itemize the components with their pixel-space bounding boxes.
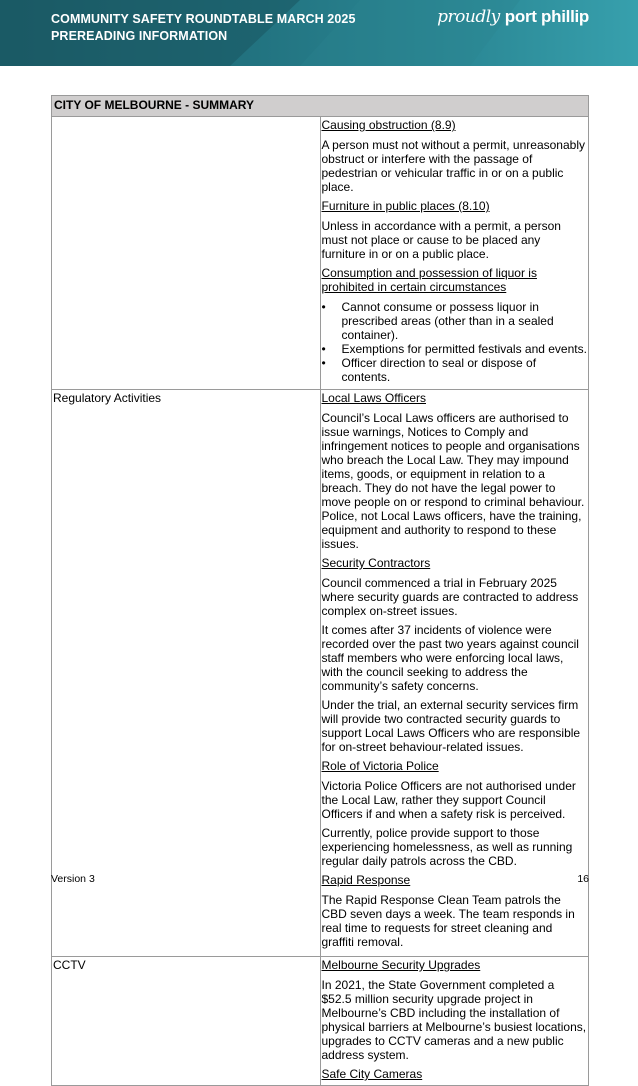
list-item-text: Cannot consume or possess liquor in prescribed areas (other than in a sealed container). bbox=[341, 300, 554, 342]
row-content bbox=[320, 117, 589, 390]
paragraph: The Rapid Response Clean Team patrols the CBD seven days a week. The team responds in real time to requests for street cleaning and graffiti removal. bbox=[321, 893, 575, 949]
paragraph: In 2021, the State Government completed a $52.5 million security upgrade project in Melbourne’s CBD including the installation of physical barriers at Melbourne’s busiest locations, upgrades to CCTV cameras and a new public address system. bbox=[321, 978, 587, 1062]
paragraph: Victoria Police Officers are not authorised under the Local Law, rather they support Council Officers if and when a safety risk is perceived. bbox=[321, 779, 576, 821]
bullet-list bbox=[322, 300, 588, 384]
bullet-icon: • bbox=[321, 356, 326, 370]
document-title bbox=[51, 11, 356, 45]
row-label: Regulatory Activities bbox=[52, 390, 321, 957]
row-label: CCTV bbox=[52, 957, 321, 1086]
bullet-icon: • bbox=[321, 300, 326, 314]
title-line-1: COMMUNITY SAFETY ROUNDTABLE MARCH 2025 bbox=[51, 12, 356, 26]
table-header-row bbox=[52, 96, 589, 117]
bullet-icon: • bbox=[321, 342, 326, 356]
summary-table bbox=[51, 95, 589, 1086]
list-item bbox=[322, 356, 588, 384]
section-heading: Furniture in public places (8.10) bbox=[321, 199, 490, 213]
table-row bbox=[52, 957, 589, 1086]
port-phillip-logo bbox=[437, 7, 589, 27]
paragraph: Under the trial, an external security services firm will provide two contracted security guards to support Local Laws Officers who are responsible for on-street behaviour-related issues. bbox=[321, 698, 581, 754]
section-heading: Security Contractors bbox=[321, 556, 431, 570]
paragraph: Council’s Local Laws officers are authorised to issue warnings, Notices to Comply and infringement notices to people and organisations who breach the Local Law. They may impound items, goods, or equipment in relation to a breach. They do not have the legal power to move people on or respond to criminal behaviour. Police, not Local Laws officers, have the training, equipment and authority to respond to these issues. bbox=[321, 411, 585, 551]
paragraph: Council commenced a trial in February 2025 where security guards are contracted to address complex on-street issues. bbox=[321, 576, 579, 618]
section-heading: Consumption and possession of liquor is prohibited in certain circumstances bbox=[321, 266, 537, 294]
paragraph: Currently, police provide support to those experiencing homelessness, as well as running regular daily patrols across the CBD. bbox=[321, 826, 573, 868]
section-heading: Melbourne Security Upgrades bbox=[321, 958, 481, 972]
list-item-text: Exemptions for permitted festivals and events. bbox=[341, 342, 587, 356]
header-banner bbox=[0, 0, 638, 66]
row-label bbox=[52, 117, 321, 390]
section-heading: Safe City Cameras bbox=[321, 1067, 423, 1081]
table-heading: CITY OF MELBOURNE - SUMMARY bbox=[52, 96, 589, 117]
list-item bbox=[322, 300, 588, 342]
paragraph: Unless in accordance with a permit, a person must not place or cause to be placed any furniture in or on a public place. bbox=[321, 219, 561, 261]
paragraph: It comes after 37 incidents of violence were recorded over the past two years against council staff members who were enforcing local laws, with the council seeking to address the community’s safety concerns. bbox=[321, 623, 579, 693]
title-line-2: PREREADING INFORMATION bbox=[51, 29, 228, 43]
table-row bbox=[52, 117, 589, 390]
row-content bbox=[320, 390, 589, 957]
section-heading: Local Laws Officers bbox=[321, 391, 426, 405]
section-heading: Causing obstruction (8.9) bbox=[321, 118, 456, 132]
logo-proudly-text: proudly bbox=[437, 7, 500, 27]
row-content bbox=[320, 957, 589, 1086]
page-number: 16 bbox=[577, 873, 589, 885]
list-item-text: Officer direction to seal or dispose of contents. bbox=[341, 356, 537, 384]
paragraph: A person must not without a permit, unreasonably obstruct or interfere with the passage of pedestrian or vehicular traffic in or on a public place. bbox=[321, 138, 585, 194]
logo-name-text: port phillip bbox=[504, 7, 589, 26]
list-item bbox=[322, 342, 588, 356]
footer-version: Version 3 bbox=[51, 873, 95, 885]
section-heading: Rapid Response bbox=[321, 873, 411, 887]
section-heading: Role of Victoria Police bbox=[321, 759, 439, 773]
table-row bbox=[52, 390, 589, 957]
